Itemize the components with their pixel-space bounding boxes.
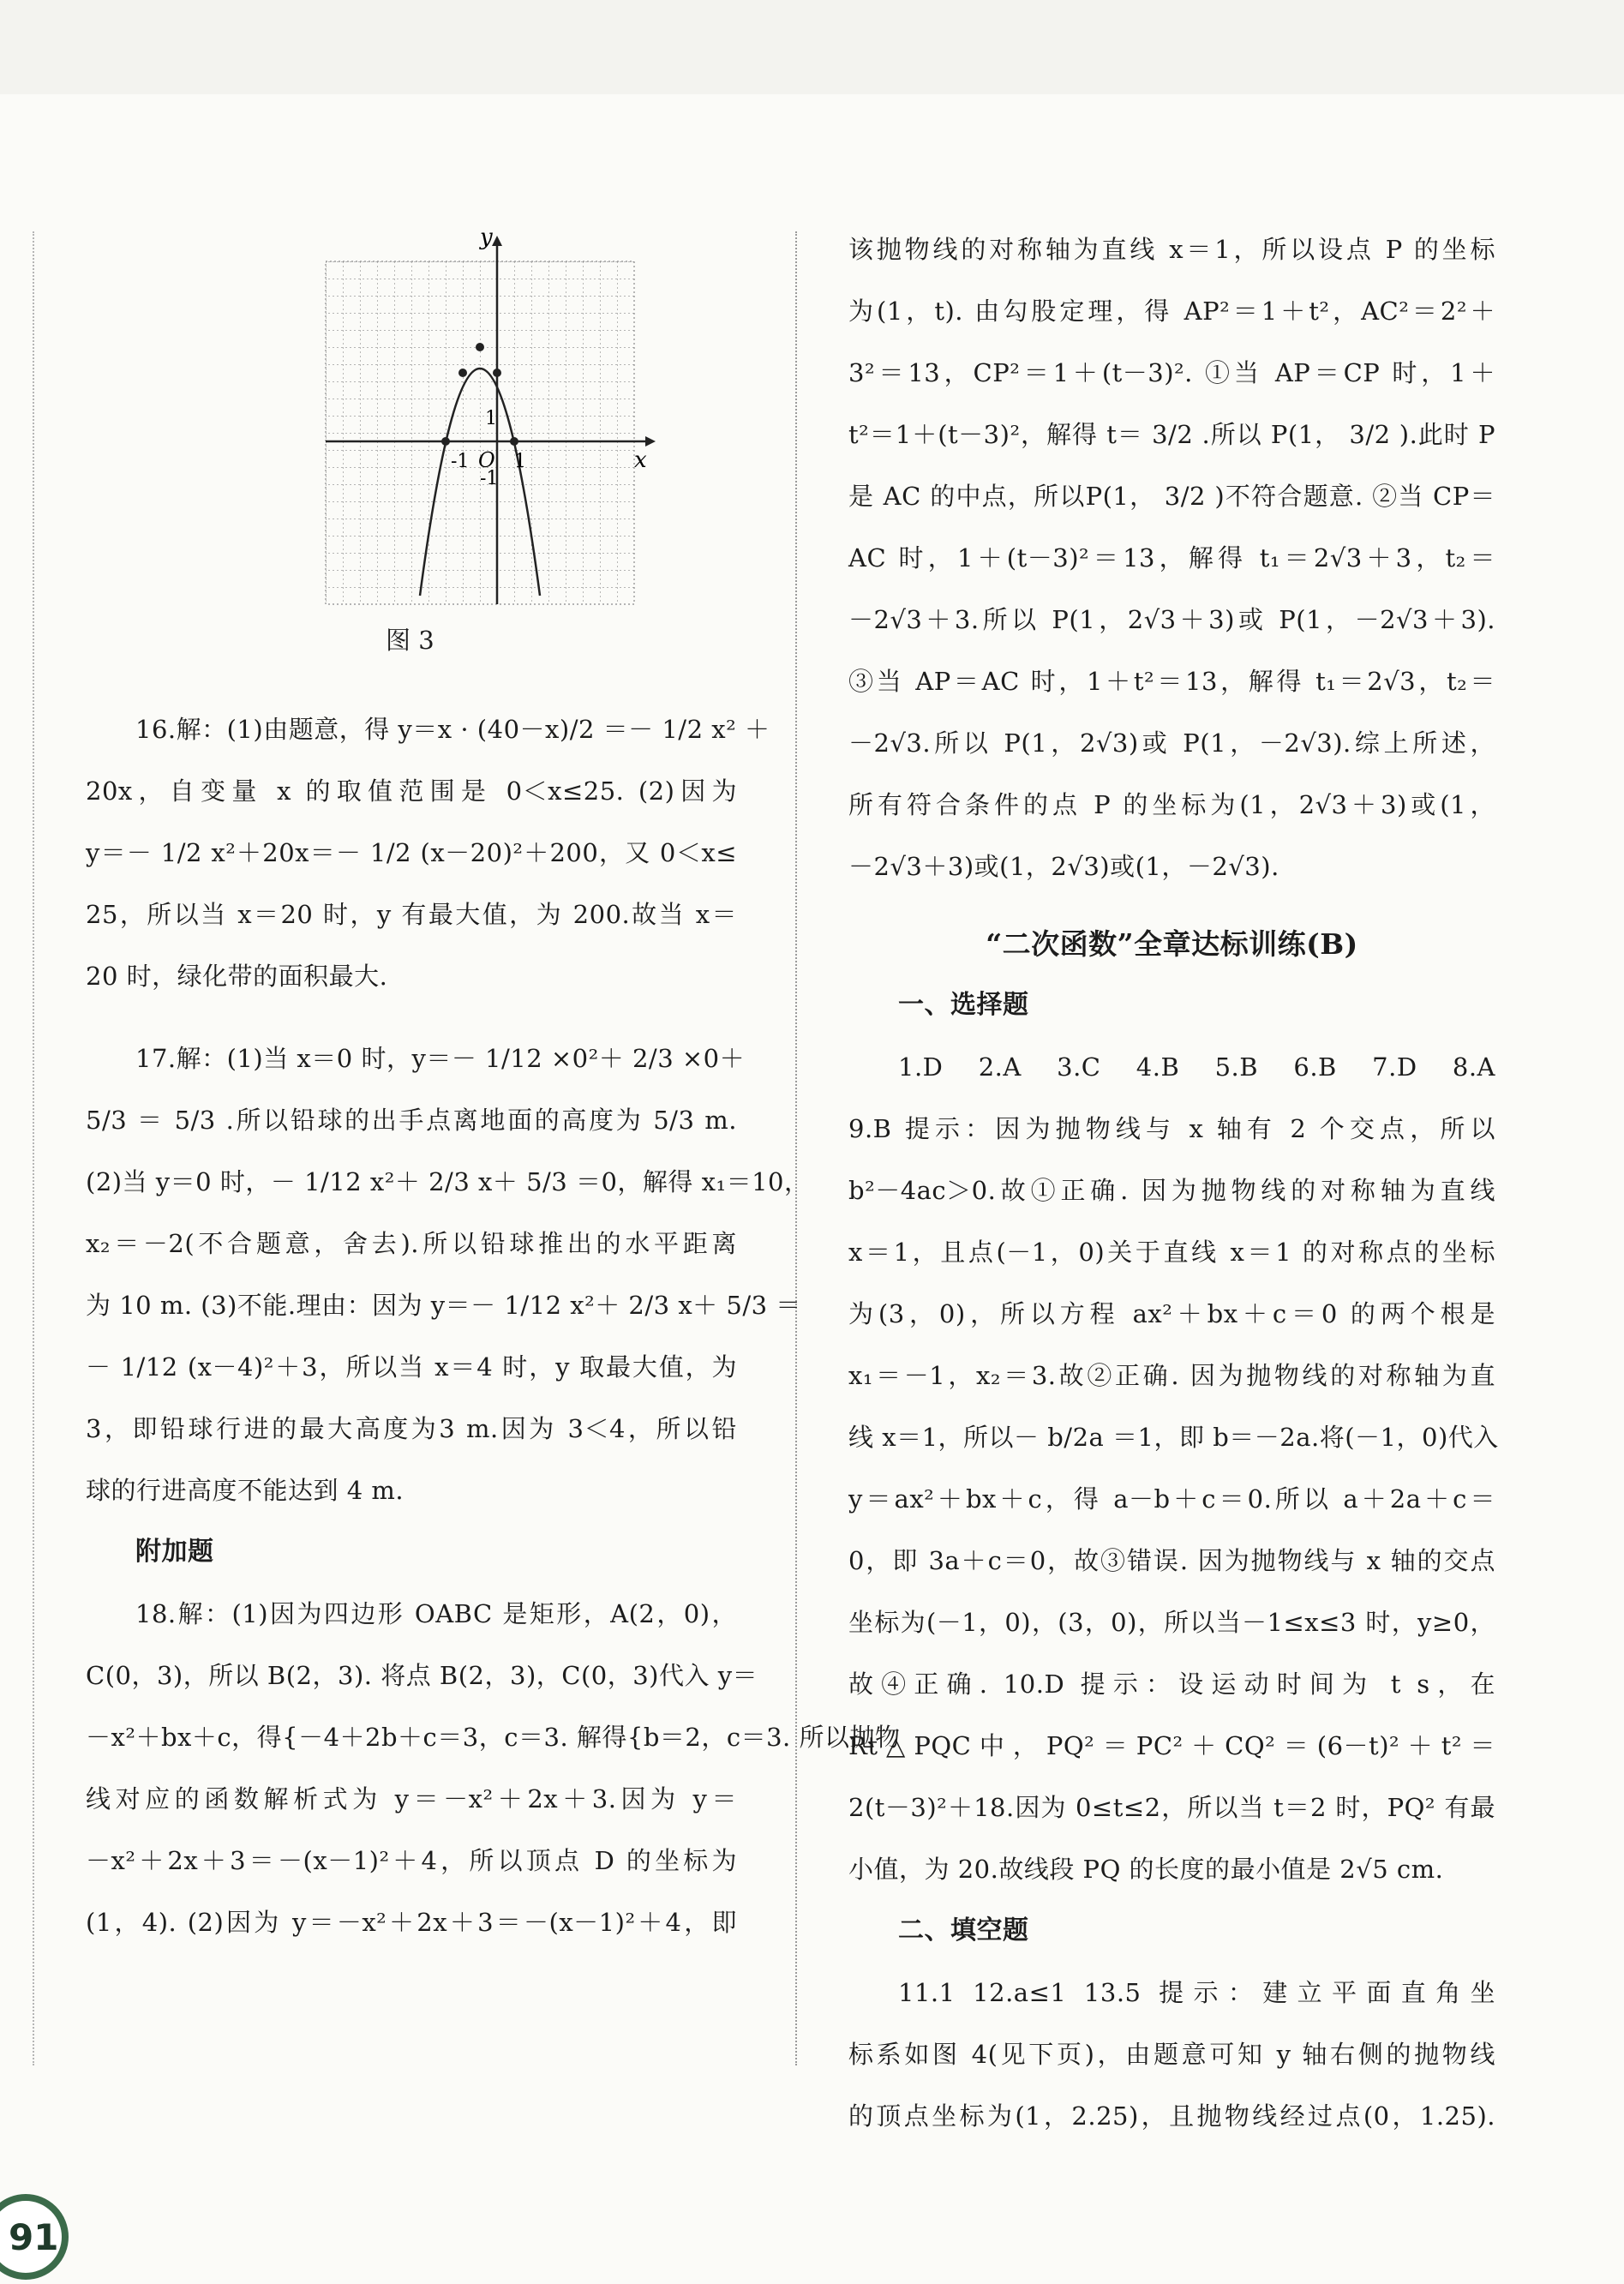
heading-choice: 一、选择题 — [898, 990, 1029, 1020]
r-line-30: 标系如图 4(见下页)，由题意可知 y 轴右侧的抛物线 — [848, 2040, 1495, 2069]
left-column — [86, 219, 901, 1953]
point-a — [458, 369, 467, 377]
q16-line-3: y＝－ 1/2 x²＋20x＝－ 1/2 (x－20)²＋200，又 0＜x≤ — [86, 838, 737, 867]
r-line-1: 该抛物线的对称轴为直线 x＝1，所以设点 P 的坐标 — [848, 235, 1495, 264]
q17-line-4: x₂＝－2(不合题意，舍去).所以铅球推出的水平距离 — [86, 1229, 737, 1258]
q17-line-3: (2)当 y＝0 时，－ 1/12 x²＋ 2/3 x＋ 5/3 ＝0，解得 x₁＝10， — [86, 1167, 810, 1196]
right-column — [848, 219, 1499, 2147]
r-line-23: 坐标为(－1，0)，(3，0)，所以当－1≤x≤3 时，y≥0， — [848, 1608, 1495, 1637]
left-margin-rule — [33, 231, 34, 2065]
point-b — [493, 369, 501, 377]
q17-line-7: 3，即铅球行进的最大高度为3 m.因为 3＜4，所以铅 — [86, 1414, 737, 1443]
top-band — [0, 0, 1624, 94]
figure-3 — [86, 219, 737, 698]
r-line-3: 3²＝13，CP²＝1＋(t－3)². ①当 AP＝CP 时，1＋ — [848, 358, 1495, 387]
page-number: 91 — [9, 2216, 59, 2258]
y-axis-arrow-icon — [492, 236, 502, 246]
r-line-18: 为(3，0)，所以方程 ax²＋bx＋c＝0 的两个根是 — [848, 1299, 1495, 1328]
r-line-15: 9.B 提示：因为抛物线与 x 轴有 2 个交点，所以 — [848, 1114, 1495, 1143]
tick-neg-one-y: -1 — [480, 468, 499, 489]
r-line-24: 故④正确. 10.D 提示：设运动时间为 t s，在 — [848, 1670, 1495, 1699]
point-pos1 — [510, 437, 518, 446]
q18-line-2: C(0，3)，所以 B(2，3). 将点 B(2，3)，C(0，3)代入 y＝ — [86, 1661, 758, 1690]
vertex-point — [476, 343, 484, 351]
q16-line-5: 20 时，绿化带的面积最大. — [86, 962, 388, 991]
r-line-2: 为(1，t). 由勾股定理，得 AP²＝1＋t²，AC²＝2²＋ — [848, 297, 1495, 326]
page-number-badge — [0, 2194, 69, 2280]
q17-line-8: 球的行进高度不能达到 4 m. — [86, 1476, 405, 1505]
r-line-25: Rt△PQC中，PQ²＝PC²＋CQ²＝(6－t)²＋t²＝ — [848, 1731, 1495, 1760]
r-line-6: AC 时，1＋(t－3)²＝13，解得 t₁＝2√3＋3，t₂＝ — [848, 543, 1495, 572]
y-axis-label: y — [480, 225, 493, 250]
q18-line-3: －x²＋bx＋c，得{－4＋2b＋c＝3，c＝3. 解得{b＝2，c＝3. 所以抛物 — [86, 1723, 901, 1752]
parabola-graph — [231, 219, 660, 613]
r-line-27: 小值，为 20.故线段 PQ 的长度的最小值是 2√5 cm. — [848, 1855, 1444, 1884]
section-title: “二次函数”全章达标训练(B) — [986, 927, 1358, 961]
origin-label: O — [478, 448, 495, 472]
r-line-16: b²－4ac＞0.故①正确. 因为抛物线的对称轴为直线 — [848, 1176, 1495, 1205]
column-divider — [795, 231, 797, 2065]
q16-line-1: 16.解：(1)由题意，得 y＝x · (40－x)/2 ＝－ 1/2 x² ＋ — [135, 715, 770, 744]
q18-line-6: (1，4). (2)因为 y＝－x²＋2x＋3＝－(x－1)²＋4，即 — [86, 1908, 737, 1937]
r-line-10: 所有符合条件的点 P 的坐标为(1，2√3＋3)或(1， — [848, 790, 1495, 819]
point-neg1 — [441, 437, 450, 446]
q16-line-4: 25，所以当 x＝20 时，y 有最大值，为 200.故当 x＝ — [86, 900, 737, 929]
r-line-19: x₁＝－1，x₂＝3.故②正确. 因为抛物线的对称轴为直 — [848, 1361, 1495, 1390]
r-line-21: y＝ax²＋bx＋c，得 a－b＋c＝0.所以 a＋2a＋c＝ — [848, 1484, 1495, 1514]
answers-1-8: 1.D 2.A 3.C 4.B 5.B 6.B 7.D 8.A — [898, 1052, 1495, 1082]
r-line-22: 0，即 3a＋c＝0，故③错误. 因为抛物线与 x 轴的交点 — [848, 1546, 1495, 1575]
q17-line-2: 5/3 ＝ 5/3 .所以铅球的出手点离地面的高度为 5/3 m. — [86, 1106, 737, 1135]
bonus-heading: 附加题 — [135, 1537, 214, 1567]
figure-caption: 图 3 — [386, 626, 434, 655]
tick-neg-one-x: -1 — [451, 451, 470, 472]
r-line-4: t²＝1＋(t－3)²，解得 t＝ 3/2 .所以 P(1， 3/2 ).此时 P — [848, 420, 1495, 449]
r-line-5: 是 AC 的中点，所以P(1， 3/2 )不符合题意. ②当 CP＝ — [848, 482, 1495, 511]
r-line-26: 2(t－3)²＋18.因为 0≤t≤2，所以当 t＝2 时，PQ² 有最 — [848, 1793, 1495, 1822]
tick-one-x: 1 — [514, 451, 526, 472]
r-line-20: 线 x＝1，所以－ b/2a ＝1，即 b＝－2a.将(－1，0)代入 — [848, 1423, 1499, 1452]
x-axis-arrow-icon — [645, 436, 656, 447]
q17-line-5: 为 10 m. (3)不能.理由：因为 y＝－ 1/12 x²＋ 2/3 x＋ 5/3 ＝ — [86, 1291, 801, 1320]
r-line-7: －2√3＋3.所以 P(1，2√3＋3)或 P(1，－2√3＋3). — [848, 605, 1495, 634]
q18-line-5: －x²＋2x＋3＝－(x－1)²＋4，所以顶点 D 的坐标为 — [86, 1846, 737, 1875]
q18-line-1: 18.解：(1)因为四边形 OABC 是矩形，A(2，0)， — [135, 1599, 737, 1628]
grid-area — [326, 261, 634, 604]
r-line-11: －2√3＋3)或(1，2√3)或(1，－2√3). — [848, 852, 1279, 881]
r-line-9: －2√3.所以 P(1，2√3)或 P(1，－2√3).综上所述， — [848, 728, 1495, 758]
r-line-29: 11.1 12.a≤1 13.5 提示：建立平面直角坐 — [898, 1978, 1495, 2007]
q16-line-2: 20x，自变量 x 的取值范围是 0＜x≤25. (2)因为 — [86, 776, 737, 806]
r-line-17: x＝1，且点(－1，0)关于直线 x＝1 的对称点的坐标 — [848, 1238, 1495, 1267]
q17-line-6: － 1/12 (x－4)²＋3，所以当 x＝4 时，y 取最大值，为 — [86, 1352, 737, 1382]
tick-one-y: 1 — [485, 408, 497, 429]
q17-line-1: 17.解：(1)当 x＝0 时，y＝－ 1/12 ×0²＋ 2/3 ×0＋ — [135, 1044, 746, 1073]
r-line-8: ③当 AP＝AC 时，1＋t²＝13，解得 t₁＝2√3，t₂＝ — [848, 667, 1495, 696]
heading-fill: 二、填空题 — [898, 1915, 1029, 1945]
q18-line-4: 线对应的函数解析式为 y＝－x²＋2x＋3.因为 y＝ — [86, 1784, 737, 1813]
x-axis-label: x — [634, 447, 647, 473]
r-line-31: 的顶点坐标为(1，2.25)，且抛物线经过点(0，1.25). — [848, 2101, 1495, 2131]
